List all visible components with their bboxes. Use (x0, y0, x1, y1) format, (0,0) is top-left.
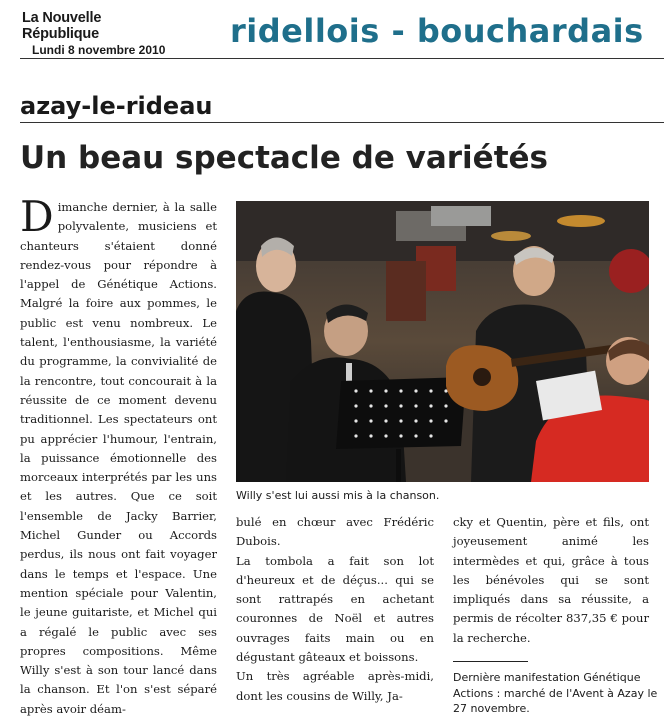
article-column-1 (20, 198, 217, 726)
rubric-title: azay-le-rideau (20, 92, 213, 120)
rubric-divider (20, 122, 664, 123)
header-divider (20, 58, 664, 59)
issue-date: Lundi 8 novembre 2010 (32, 43, 166, 57)
article-paragraph: cky et Quentin, père et fils, ont joyeusement animé les intermèdes et qui, grâce à tous les bénévoles qui se sont impliqués dans sa réussite, a permis de récolter 837,35 € pour la recherche. (453, 515, 649, 645)
article-paragraph: bulé en chœur avec Frédéric Dubois. (236, 515, 434, 549)
note-divider (453, 661, 528, 662)
article-paragraph: Un très agréable après-midi, dont les cousins de Willy, Ja- (236, 669, 434, 703)
drop-cap: D (20, 198, 54, 241)
section-title: ridellois - bouchardais (230, 12, 644, 50)
photo-caption: Willy s'est lui aussi mis à la chanson. (236, 489, 440, 502)
masthead (22, 10, 172, 57)
article-headline: Un beau spectacle de variétés (20, 140, 548, 176)
article-photo (236, 201, 649, 482)
article-column-3 (453, 513, 649, 648)
article-column-2 (236, 513, 434, 706)
article-paragraph (20, 198, 217, 719)
article-text: imanche dernier, à la salle polyvalente, musiciens et chanteurs s'étaient donné rendez-vous pour répondre à l'appel de Génétique Actions. Malgré la foire aux pommes, le public est venu nombreux. Le talent, l'enthousiasme, la variété du programme, la convivialité de la rencontre, tout concourait à la réussite de ce moment devenu traditionnel. Les spectateurs ont pu apprécier l'humour, l'entrain, la puissance émotionnelle des morceaux interprétés par les uns et les autres. Que ce soit l'ensemble de Jacky Barrier, Michel Gunder ou Accords perdus, ils nous ont fait voyager dans le temps et l'espace. Une mention spéciale pour Valentin, le jeune guitariste, et Michel qui a régalé le public avec ses propres compositions. Même Willy s'est à son tour lancé dans la chanson. Et l'on s'est séparé après avoir déam- (20, 200, 217, 716)
concert-photo-illustration (236, 201, 649, 482)
article-paragraph: La tombola a fait son lot d'heureux et de déçus... qui se sont rattrapés en achetant couronnes de Noël et autres ouvrages faits main ou en dégustant gâteaux et boissons. (236, 553, 434, 665)
event-note: Dernière manifestation Génétique Actions : marché de l'Avent à Azay le 27 novembre. (453, 671, 658, 715)
newspaper-name: La Nouvelle République (22, 10, 102, 42)
